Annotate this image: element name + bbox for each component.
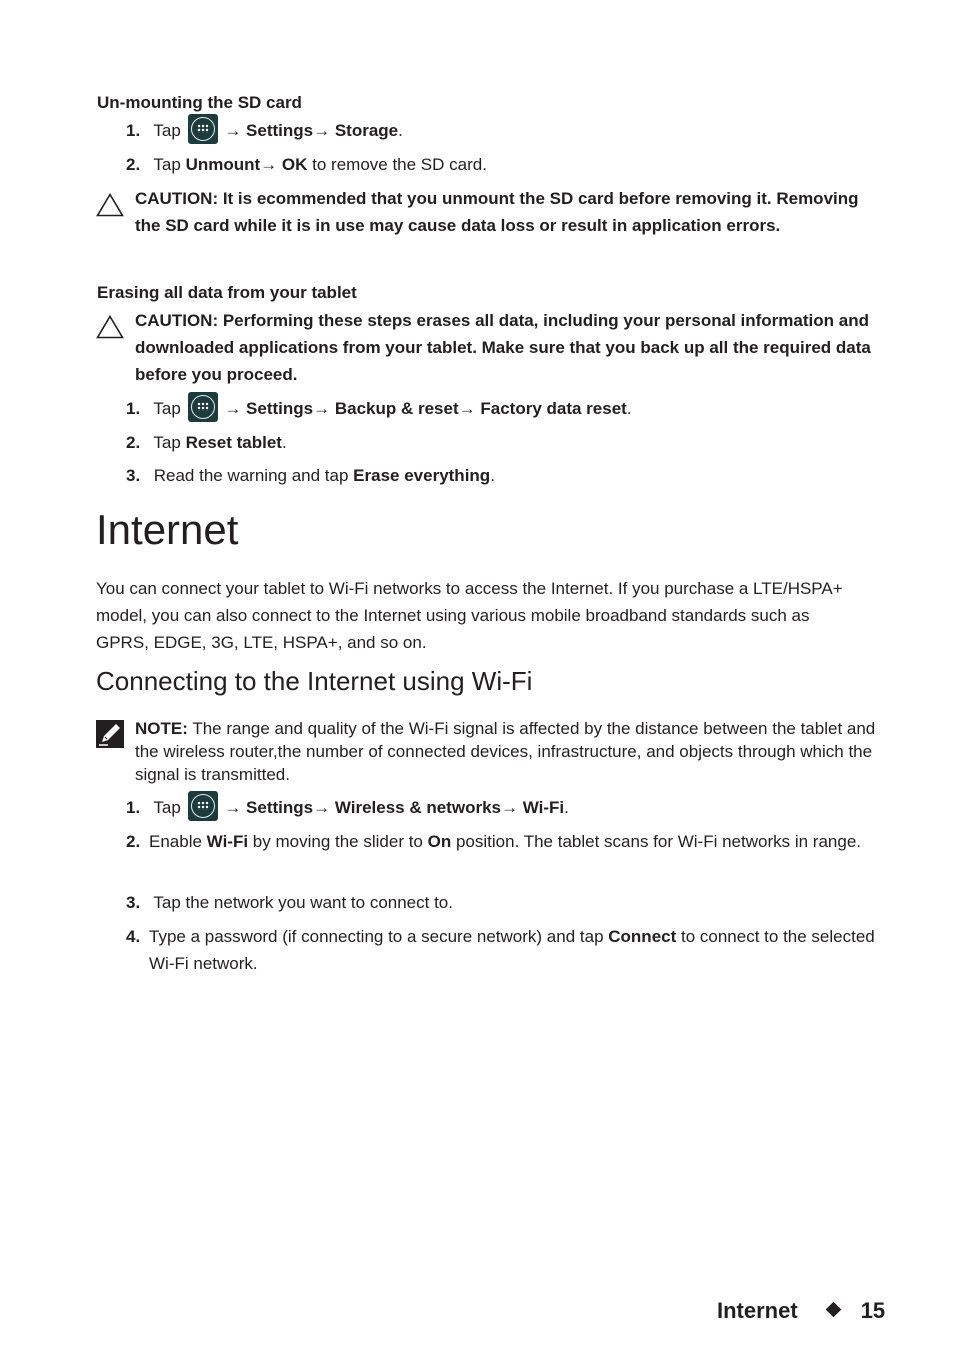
step-number: 3. xyxy=(126,466,141,485)
wifi-step-1 xyxy=(126,794,569,821)
step-number: 4. xyxy=(126,927,141,946)
erase-caution: CAUTION: Performing these steps erases all data, including your personal information and downloaded applications from your tablet. Make sure that you back up all the required data before you proceed. xyxy=(135,311,871,384)
step-text: Read the warning and tap xyxy=(153,466,349,485)
wifi-label: Wi-Fi xyxy=(206,832,249,851)
arrow-icon: → xyxy=(458,399,476,418)
settings-label: Settings xyxy=(246,121,314,140)
step-number: 2. xyxy=(126,433,141,452)
step-text: Tap xyxy=(153,399,181,418)
period: . xyxy=(626,399,632,418)
step-number: 3. xyxy=(126,893,141,912)
arrow-icon: → xyxy=(313,121,331,140)
caution-triangle-icon xyxy=(96,315,124,339)
page-footer xyxy=(717,1298,885,1324)
intro-paragraph: You can connect your tablet to Wi-Fi networks to access the Internet. If you purchase a LTE/HSPA+ model, you can also connect to the Internet using various mobile broadband standards such as GPRS, EDGE, 3G, LTE, HSPA+, and so on. xyxy=(96,579,843,652)
arrow-icon: → xyxy=(224,798,242,817)
settings-label: Settings xyxy=(246,399,314,418)
wifi-step-3 xyxy=(126,889,453,916)
sd-caution: CAUTION: It is ecommended that you unmount the SD card before removing it. Removing the SD card while it is in use may cause data loss or result in application errors. xyxy=(135,189,859,235)
step-text: to remove the SD card. xyxy=(312,155,487,174)
erase-step-3 xyxy=(126,462,495,489)
step-number: 2. xyxy=(126,832,141,851)
ok-label: OK xyxy=(281,155,308,174)
arrow-icon: → xyxy=(260,155,278,174)
period: . xyxy=(564,798,569,817)
reset-tablet-label: Reset tablet xyxy=(185,433,282,452)
arrow-icon: → xyxy=(313,798,331,817)
step-number: 1. xyxy=(126,399,141,418)
arrow-icon: → xyxy=(224,121,242,140)
step-text: Tap xyxy=(153,155,181,174)
footer-section-label: Internet xyxy=(717,1298,798,1323)
erase-step-2 xyxy=(126,429,287,456)
sd-step-2 xyxy=(126,151,487,178)
apps-icon xyxy=(188,114,218,144)
period: . xyxy=(398,121,403,140)
erase-step-1 xyxy=(126,395,632,422)
arrow-icon: → xyxy=(500,798,518,817)
erase-everything-label: Erase everything xyxy=(353,466,491,485)
step-number: 1. xyxy=(126,798,141,817)
period: . xyxy=(281,433,287,452)
step-number: 1. xyxy=(126,121,141,140)
note-text: The range and quality of the Wi-Fi signal is affected by the distance between the tablet and the wireless router,the number of connected devices, infrastructure, and objects through which the signal is transmitted. xyxy=(135,719,876,784)
arrow-icon: → xyxy=(224,399,242,418)
sd-step-1 xyxy=(126,117,403,144)
wireless-networks-label: Wireless & networks xyxy=(334,798,501,817)
wifi-label: Wi-Fi xyxy=(522,798,565,817)
note-label: NOTE: xyxy=(135,719,188,738)
step-text: Tap xyxy=(153,433,181,452)
factory-reset-label: Factory data reset xyxy=(480,399,627,418)
step-text: Tap xyxy=(153,121,181,140)
step-text: by moving the slider to xyxy=(252,832,423,851)
step-text: Tap xyxy=(153,798,181,817)
note-pencil-icon xyxy=(96,720,124,748)
sd-heading: Un-mounting the SD card xyxy=(97,93,302,112)
step-text: to connect to the selected Wi-Fi network. xyxy=(149,927,875,973)
on-label: On xyxy=(427,832,452,851)
storage-label: Storage xyxy=(334,121,399,140)
backup-reset-label: Backup & reset xyxy=(334,399,459,418)
wifi-heading: Connecting to the Internet using Wi-Fi xyxy=(96,666,533,696)
unmount-label: Unmount xyxy=(185,155,261,174)
period: . xyxy=(490,466,495,485)
step-text: Type a password (if connecting to a secure network) and tap xyxy=(149,927,604,946)
step-text: Tap the network you want to connect to. xyxy=(153,893,453,912)
section-title: Internet xyxy=(96,506,239,553)
step-number: 2. xyxy=(126,155,141,174)
erase-heading: Erasing all data from your tablet xyxy=(97,283,357,302)
connect-label: Connect xyxy=(608,927,677,946)
page-number: 15 xyxy=(860,1298,886,1323)
settings-label: Settings xyxy=(246,798,314,817)
caution-triangle-icon xyxy=(96,193,124,217)
step-text: position. The tablet scans for Wi-Fi networks in range. xyxy=(455,832,861,851)
diamond-icon xyxy=(825,1302,841,1318)
wifi-note xyxy=(135,717,895,786)
arrow-icon: → xyxy=(313,399,331,418)
step-text: Enable xyxy=(149,832,202,851)
apps-icon xyxy=(188,791,218,821)
wifi-step-4 xyxy=(126,923,886,977)
apps-icon xyxy=(188,392,218,422)
wifi-step-2 xyxy=(126,828,886,855)
